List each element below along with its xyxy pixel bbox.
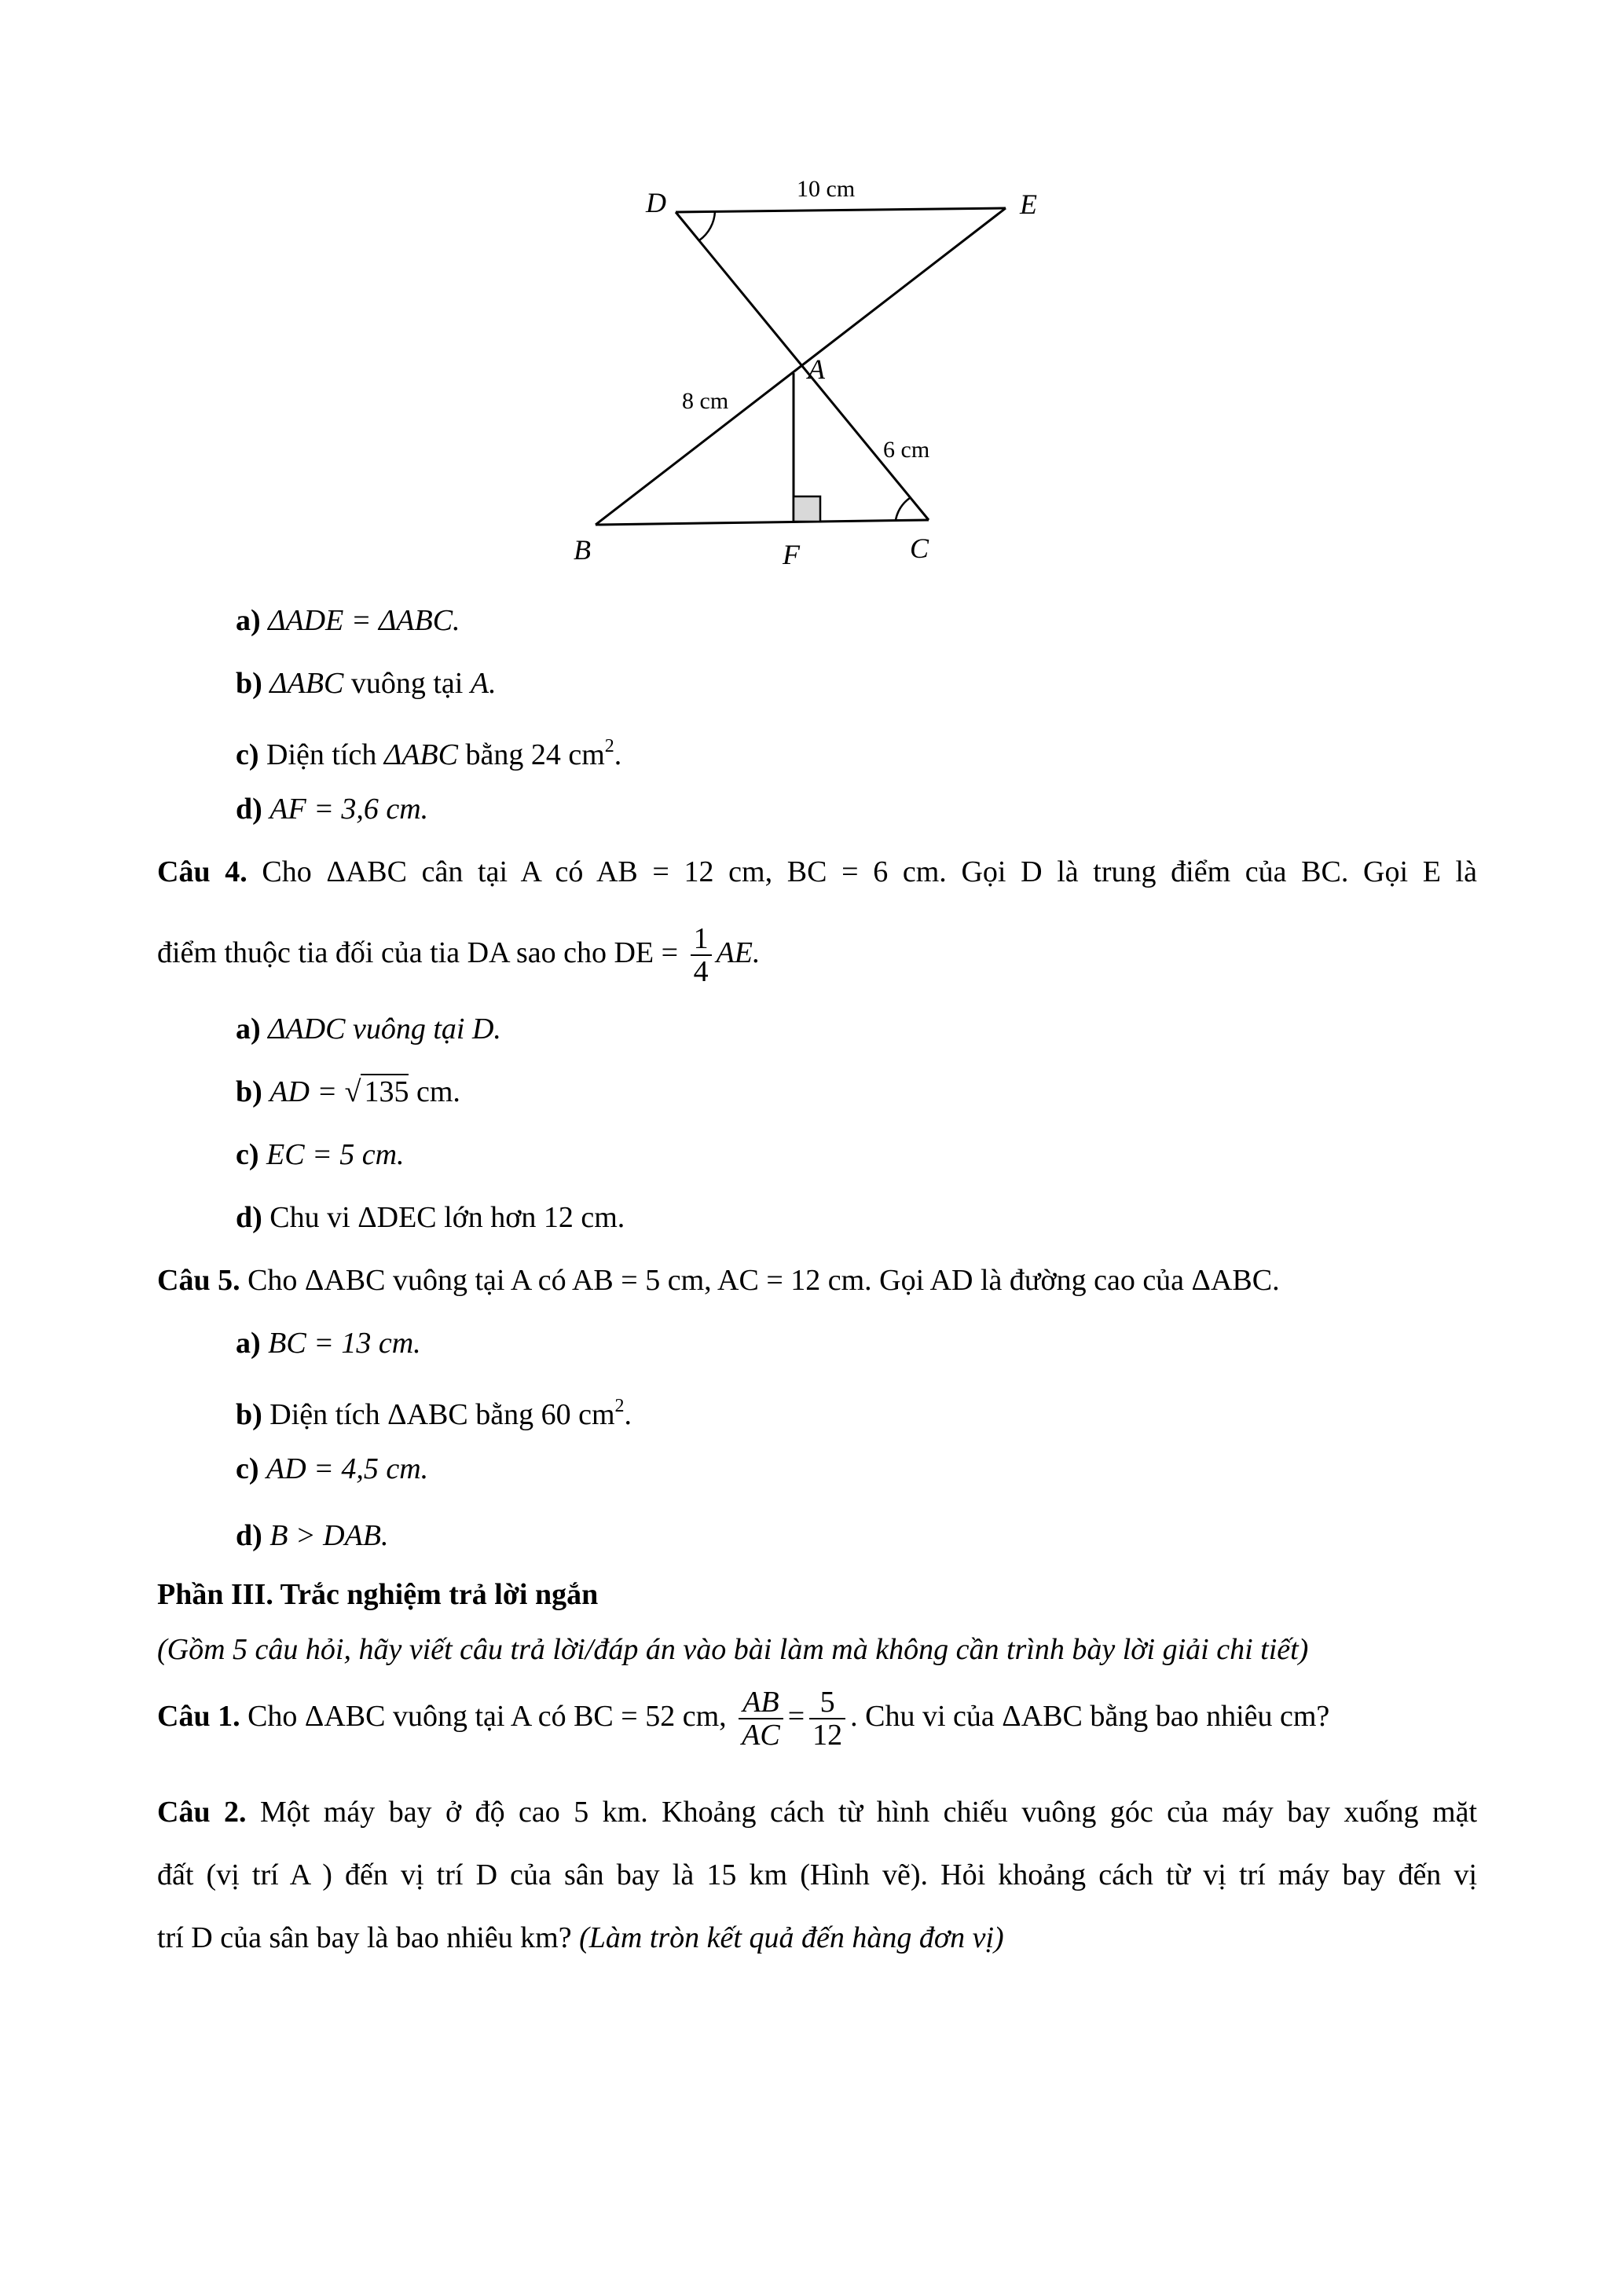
q3-item-c: c) Diện tích ΔABC bằng 24 $cm^2$.	[236, 736, 622, 771]
q4-item-d: d) Chu vi ΔDEC lớn hơn 12 cm.	[236, 1201, 625, 1234]
measure-ac: 6 cm	[883, 437, 930, 463]
q4-item-b: b) AD = √ 135 cm.	[236, 1075, 460, 1108]
measure-de: 10 cm	[797, 176, 856, 202]
part3-q2-line-1: Câu 2. Một máy bay ở độ cao 5 km. Khoảng cách từ hình chiếu vuông góc của máy bay xuống mặt	[157, 1796, 1477, 1829]
part3-note: (Gồm 5 câu hỏi, hãy viết câu trả lời/đáp án vào bài làm mà không cần trình bày lời giải chi tiết)	[157, 1633, 1309, 1666]
q5-item-b: b) Diện tích ΔABC bằng 60 $cm^2$.	[236, 1396, 632, 1431]
right-angle-mark	[794, 496, 820, 522]
label-d: D	[646, 187, 666, 218]
angle-mark-c	[896, 498, 910, 520]
q4-item-a: a) ΔADC vuông tại D.	[236, 1013, 501, 1045]
q3-item-d: d) AF = 3,6 cm.	[236, 793, 429, 826]
part3-heading: Phần III. Trắc nghiệm trả lời ngắn	[157, 1578, 599, 1611]
q3-item-b: b) ΔABC vuông tại A.	[236, 667, 497, 700]
segment-de	[676, 208, 1006, 212]
label-b: B	[574, 534, 591, 566]
part3-q2-line-2: đất (vị trí A ) đến vị trí D của sân bay là 15 km (Hình vẽ). Hỏi khoảng cách từ vị trí máy bay đến vị	[157, 1858, 1477, 1891]
q3-item-a: a) ΔADE = ΔABC.	[236, 604, 460, 637]
segment-eb	[596, 208, 1006, 525]
q4-line-1: Câu 4. Cho ΔABC cân tại A có AB = 12 cm, BC = 6 cm. Gọi D là trung điểm của BC. Gọi E là	[157, 855, 1477, 888]
angle-mark-d	[699, 211, 715, 240]
segment-bc	[596, 520, 929, 525]
part3-q1: Câu 1. Cho ΔABC vuông tại A có BC = 52 cm, $\frac{AB}{AC}$ = $\frac{5}{12}$ . Chu vi của ΔABC bằng bao nhiêu cm?	[157, 1686, 1330, 1752]
label-a: A	[808, 353, 825, 385]
q5-item-a: a) BC = 13 cm.	[236, 1327, 421, 1360]
fraction-ab-ac: $\frac{AB}{AC}$	[739, 1686, 783, 1751]
q5-line-1: Câu 5. Cho ΔABC vuông tại A có AB = 5 cm, AC = 12 cm. Gọi AD là đường cao của ΔABC.	[157, 1264, 1280, 1297]
measure-ab: 8 cm	[682, 388, 729, 414]
q4-line-2: điểm thuộc tia đối của tia DA sao cho DE = $\frac{1}{4}$ AE.	[157, 922, 761, 989]
triangle-diagram	[566, 173, 1069, 581]
q5-item-d: d) B > DAB.	[236, 1519, 389, 1552]
fraction-5-12: $\frac{5}{12}$	[809, 1686, 845, 1751]
q4-item-c: c) EC = 5 cm.	[236, 1138, 405, 1171]
q5-item-c: c) AD = 4,5 cm.	[236, 1452, 429, 1485]
geometry-figure	[566, 173, 1069, 581]
label-f: F	[783, 539, 800, 570]
part3-q2-line-3: trí D của sân bay là bao nhiêu km? (Làm tròn kết quả đến hàng đơn vị)	[157, 1921, 1004, 1954]
label-c: C	[910, 533, 929, 564]
fraction-one-quarter: $\frac{1}{4}$	[691, 923, 712, 987]
label-e: E	[1020, 189, 1037, 220]
